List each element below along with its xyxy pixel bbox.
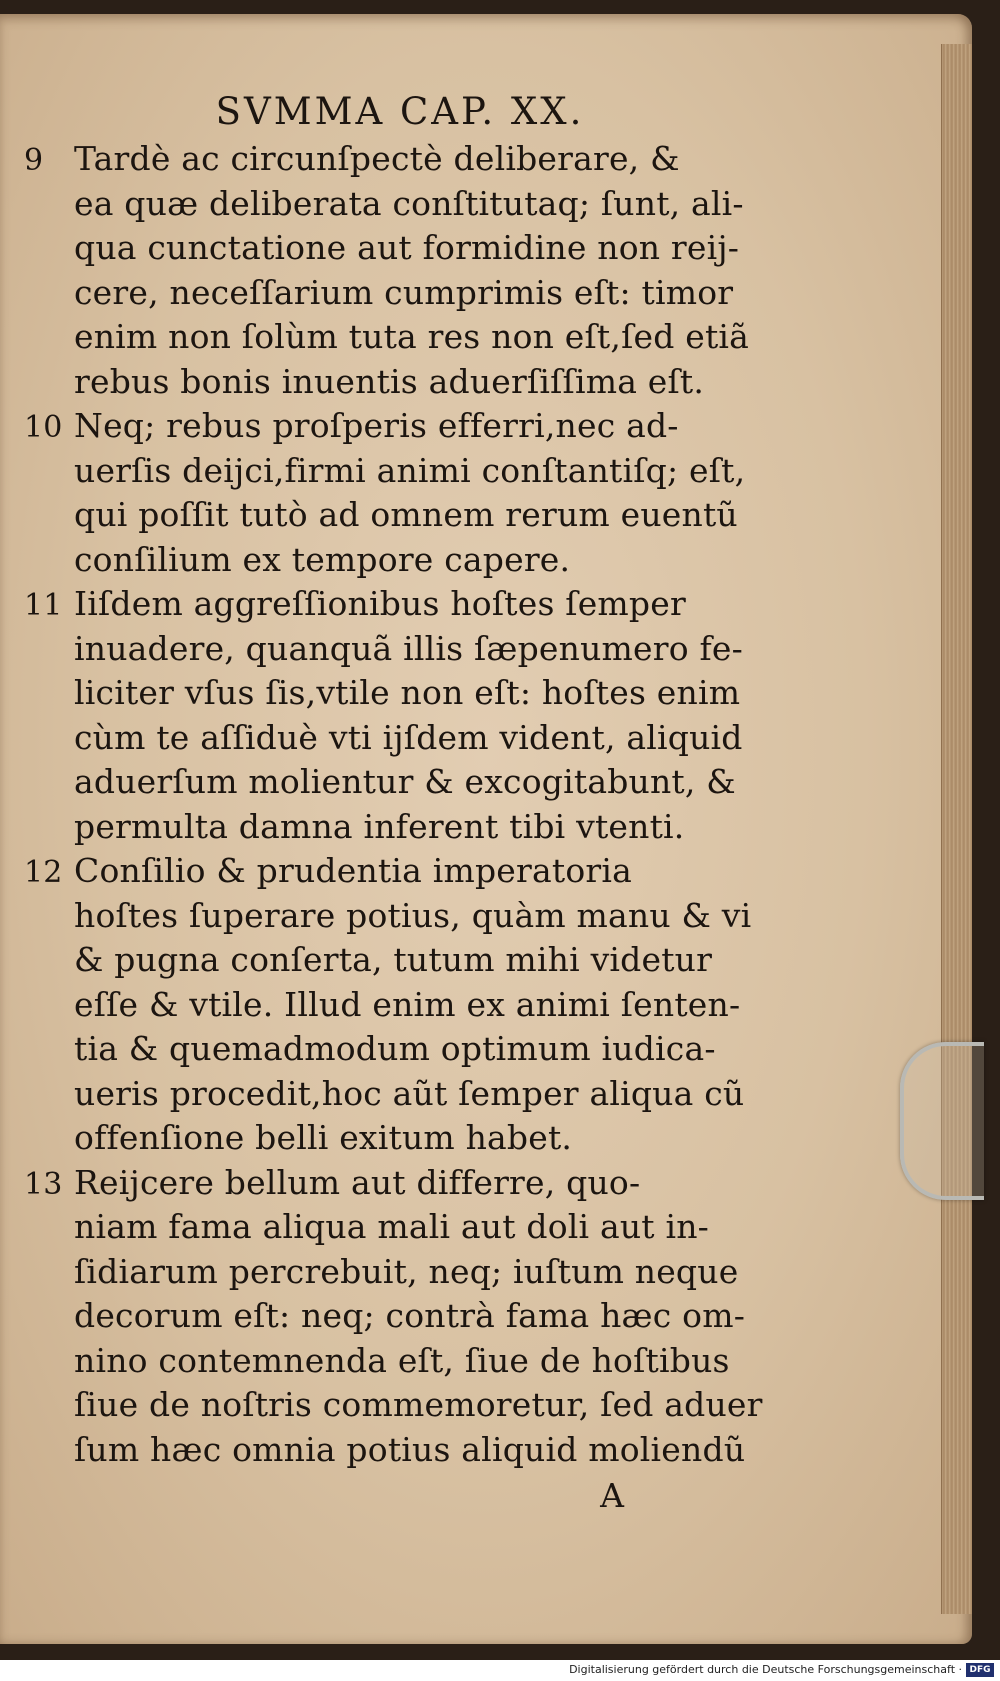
line-text: Iiſdem aggreſſionibus hoſtes ſemper bbox=[74, 584, 686, 623]
text-line bbox=[24, 404, 744, 449]
page-text bbox=[24, 90, 763, 1518]
line-text: rebus bonis inuentis aduerſiſſima eſt. bbox=[74, 361, 705, 401]
text-line bbox=[24, 938, 744, 983]
text-line bbox=[24, 1250, 744, 1295]
line-text: Conſilio & prudentia imperatoria bbox=[74, 851, 632, 890]
text-line bbox=[24, 226, 744, 271]
paragraph-number: 12 bbox=[24, 855, 63, 890]
text-line bbox=[24, 894, 752, 939]
line-text: liciter vſus ſis,vtile non eſt: hoſtes enim bbox=[74, 673, 741, 712]
text-line bbox=[24, 1339, 744, 1384]
text-line bbox=[24, 671, 744, 716]
text-line bbox=[24, 1072, 744, 1117]
line-text: nino contemnenda eſt, ſiue de hoſtibus bbox=[74, 1340, 730, 1380]
paragraph-number: 13 bbox=[24, 1166, 63, 1202]
line-text: niam fama aliqua mali aut doli aut in- bbox=[74, 1207, 710, 1246]
text-line bbox=[24, 582, 744, 627]
line-text: Neq; rebus proſperis efferri,nec ad- bbox=[74, 406, 679, 445]
text-line bbox=[24, 849, 744, 894]
line-text: ſiue de noſtris commemoretur, ſed aduer bbox=[74, 1385, 763, 1424]
line-text: tia & quemadmodum optimum iudica- bbox=[74, 1029, 716, 1068]
line-text: hoſtes ſuperare potius, quàm manu & vi bbox=[74, 895, 752, 935]
text-line bbox=[24, 538, 744, 583]
text-line bbox=[24, 315, 750, 360]
running-head: SVMMA CAP. XX. bbox=[215, 90, 585, 133]
line-text: enim non ſolùm tuta res non eſt,ſed etiã bbox=[74, 317, 750, 356]
line-text: Reijcere bellum aut differre, quo- bbox=[74, 1162, 641, 1202]
text-line bbox=[24, 182, 744, 227]
paragraph-number: 10 bbox=[24, 410, 63, 445]
line-text: & pugna conſerta, tutum mihi videtur bbox=[74, 940, 713, 979]
footer-bar bbox=[0, 1660, 1000, 1681]
text-line bbox=[24, 1027, 744, 1072]
text-lines bbox=[24, 137, 763, 1472]
text-line bbox=[24, 1205, 744, 1250]
line-text: qui poſſit tutò ad omnem rerum euentũ bbox=[74, 495, 738, 534]
footer-credit: Digitalisierung gefördert durch die Deutsche Forschungsgemeinschaft · bbox=[569, 1663, 962, 1676]
text-line bbox=[24, 360, 744, 405]
line-text: offenſione belli exitum habet. bbox=[74, 1118, 573, 1157]
dfg-logo-icon: DFG bbox=[966, 1663, 994, 1677]
line-text: inuadere, quanquã illis ſæpenumero fe- bbox=[74, 628, 744, 668]
catchword: A bbox=[600, 1476, 624, 1515]
text-line bbox=[24, 1383, 763, 1428]
text-line bbox=[24, 449, 744, 494]
text-line bbox=[24, 805, 744, 850]
line-text: Tardè ac circunſpectè deliberare, & bbox=[74, 139, 680, 178]
text-line bbox=[24, 760, 744, 805]
text-line bbox=[24, 1294, 744, 1339]
text-line bbox=[24, 493, 744, 538]
text-line bbox=[24, 983, 744, 1028]
line-text: cùm te aſſiduè vti ijſdem vident, aliquid bbox=[74, 717, 743, 757]
text-line bbox=[24, 137, 744, 182]
line-text: ſidiarum percrebuit, neq; iuſtum neque bbox=[74, 1251, 739, 1291]
text-line bbox=[24, 716, 744, 761]
book-page bbox=[0, 14, 972, 1644]
text-line bbox=[24, 1161, 744, 1206]
line-text: ueris procedit,hoc aũt ſemper aliqua cũ bbox=[74, 1073, 745, 1113]
line-text: decorum eſt: neq; contrà fama hæc om- bbox=[74, 1296, 746, 1335]
line-text: aduerſum molientur & excogitabunt, & bbox=[74, 762, 736, 801]
text-line bbox=[24, 1428, 744, 1473]
line-text: cere, neceſſarium cumprimis eſt: timor bbox=[74, 272, 734, 312]
line-text: uerſis deijci,firmi animi conſtantiſq; eſt, bbox=[74, 450, 746, 490]
paragraph-number: 11 bbox=[24, 588, 63, 623]
line-text: permulta damna inferent tibi vtenti. bbox=[74, 806, 685, 846]
text-line bbox=[24, 627, 744, 672]
page-edges bbox=[941, 44, 972, 1614]
line-text: eſſe & vtile. Illud enim ex animi ſenten- bbox=[74, 984, 741, 1024]
line-text: ea quæ deliberata conſtitutaq; ſunt, ali- bbox=[74, 183, 744, 223]
line-text: ſum hæc omnia potius aliquid moliendũ bbox=[74, 1429, 746, 1469]
line-text: qua cunctatione aut formidine non reij- bbox=[74, 228, 740, 267]
text-line bbox=[24, 1116, 744, 1161]
paragraph-number: 9 bbox=[24, 143, 44, 178]
text-line bbox=[24, 271, 744, 316]
page-clip-icon bbox=[900, 1042, 984, 1200]
line-text: conſilium ex tempore capere. bbox=[74, 539, 571, 579]
